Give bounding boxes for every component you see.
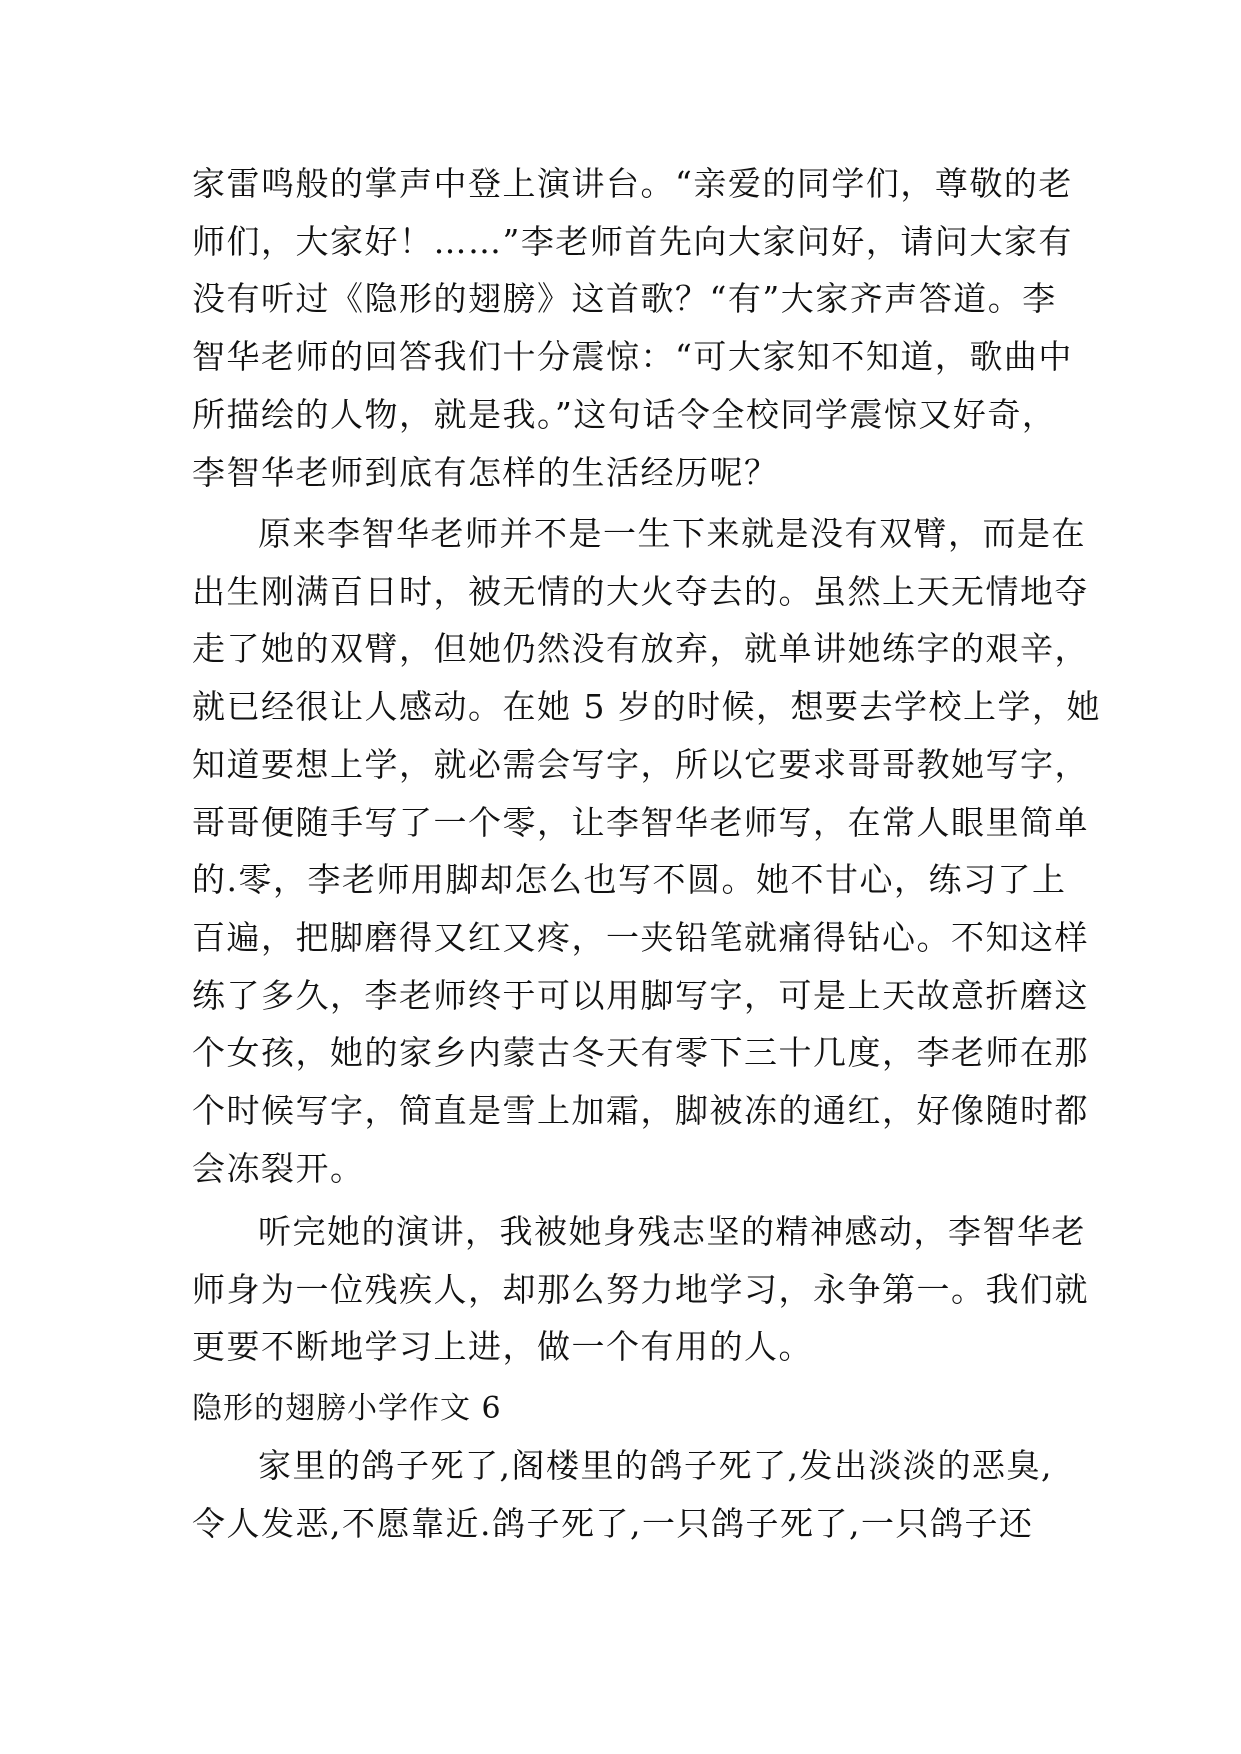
text-line: 家里的鸽子死了,阁楼里的鸽子死了,发出淡淡的恶臭, bbox=[258, 1446, 1053, 1485]
paragraph-3 bbox=[192, 1203, 1089, 1376]
text-line: 会冻裂开。 bbox=[192, 1148, 365, 1188]
text-line: 师们，大家好！……”李老师首先向大家问好，请问大家有 bbox=[192, 221, 1073, 261]
text-line: 没有听过《隐形的翅膀》这首歌？“有”大家齐声答道。李 bbox=[192, 279, 1057, 319]
text-line: 所描绘的人物，就是我。”这句话令全校同学震惊又好奇， bbox=[192, 394, 1057, 434]
paragraph-1 bbox=[192, 155, 1073, 501]
text-line: 智华老师的回答我们十分震惊：“可大家知不知道，歌曲中 bbox=[192, 337, 1073, 377]
text-line: 更要不断地学习上进，做一个有用的人。 bbox=[192, 1327, 813, 1367]
text-line: 百遍，把脚磨得又红又疼，一夹铅笔就痛得钻心。不知这样 bbox=[192, 917, 1089, 957]
text-line: 走了她的双臂，但她仍然没有放弃，就单讲她练字的艰辛， bbox=[192, 629, 1089, 669]
text-line: 知道要想上学，就必需会写字，所以它要求哥哥教她写字， bbox=[192, 744, 1089, 784]
text-line: 听完她的演讲，我被她身残志坚的精神感动，李智华老 bbox=[258, 1212, 1086, 1251]
paragraph-4 bbox=[192, 1437, 1052, 1552]
text-line: 的.零，李老师用脚却怎么也写不圆。她不甘心，练习了上 bbox=[192, 860, 1067, 900]
text-line: 原来李智华老师并不是一生下来就是没有双臂，而是在 bbox=[258, 514, 1086, 553]
paragraph-2 bbox=[192, 505, 1101, 1197]
text-line: 哥哥便随手写了一个零，让李智华老师写，在常人眼里简单 bbox=[192, 802, 1089, 842]
section-heading: 隐形的翅膀小学作文 6 bbox=[192, 1391, 502, 1426]
text-line: 令人发恶,不愿靠近.鸽子死了,一只鸽子死了,一只鸽子还 bbox=[192, 1503, 1034, 1543]
text-line: 个时候写字，简直是雪上加霜，脚被冻的通红，好像随时都 bbox=[192, 1091, 1089, 1131]
text-line: 个女孩，她的家乡内蒙古冬天有零下三十几度，李老师在那 bbox=[192, 1033, 1089, 1073]
text-line: 李智华老师到底有怎样的生活经历呢？ bbox=[192, 452, 779, 492]
text-line: 家雷鸣般的掌声中登上演讲台。“亲爱的同学们，尊敬的老 bbox=[192, 164, 1073, 203]
text-line: 就已经很让人感动。在她 5 岁的时候，想要去学校上学，她 bbox=[192, 687, 1101, 727]
text-line: 出生刚满百日时，被无情的大火夺去的。虽然上天无情地夺 bbox=[192, 571, 1089, 611]
text-line: 师身为一位残疾人，却那么努力地学习，永争第一。我们就 bbox=[192, 1269, 1089, 1309]
text-line: 练了多久，李老师终于可以用脚写字，可是上天故意折磨这 bbox=[192, 975, 1089, 1015]
